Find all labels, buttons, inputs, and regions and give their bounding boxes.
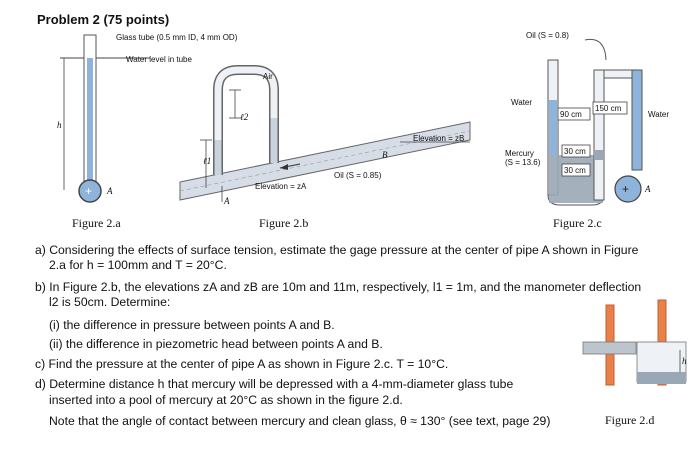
question-d-line-1: d) Determine distance h that mercury will be depressed with a 4-mm-diameter glass tube (35, 377, 514, 391)
question-b-line-1: b) In Figure 2.b, the elevations zA and zB are 10m and 11m, respectively, l1 = 1m, and the manometer deflection (35, 280, 642, 294)
fig2a-caption: Figure 2.a (72, 216, 121, 230)
fig2d-caption: Figure 2.d (605, 413, 655, 427)
fig2d-h-label: h (682, 356, 687, 366)
question-a-line-2: 2.a for h = 100mm and T = 20°C. (49, 258, 227, 272)
fig2c-dim-150cm: 150 cm (595, 104, 622, 113)
fig2c-dim-30cm-a: 30 cm (564, 147, 586, 156)
fig2b-elevation-a-label: Elevation = zA (255, 182, 307, 191)
fig2a-h-label: h (57, 120, 62, 130)
fig2c-water-left-label: Water (511, 98, 533, 107)
fig2b-elevation-b-label: Elevation = zB (413, 134, 465, 143)
question-c-line-1: c) Find the pressure at the center of pipe A as shown in Figure 2.c. T = 10°C. (35, 357, 449, 371)
fig2c-dim-90cm: 90 cm (560, 110, 582, 119)
fig2b-air-label: Air (263, 72, 273, 81)
fig2b-point-a-label: A (224, 196, 230, 206)
fig2b-point-b-label: B (382, 150, 388, 160)
problem-title: Problem 2 (75 points) (37, 12, 170, 27)
fig2c-oil-label: Oil (S = 0.8) (526, 31, 569, 40)
question-d-line-2: inserted into a pool of mercury at 20°C as shown in the figure 2.d. (49, 393, 403, 407)
fig2c-dim-30cm-b: 30 cm (564, 166, 586, 175)
fig2a-water-level-label: Water level in tube (126, 55, 192, 64)
question-b-ii: (ii) the difference in piezometric head between points A and B. (49, 337, 383, 351)
fig2b-l2-label: ℓ2 (240, 112, 249, 122)
fig2a-plus-icon: + (85, 184, 93, 198)
question-b-i: (i) the difference in pressure between points A and B. (49, 318, 335, 332)
question-a-line-1: a) Considering the effects of surface tension, estimate the gage pressure at the center of pipe A shown in Figure (35, 243, 639, 257)
fig2d-mercury-pool-left (583, 342, 636, 354)
fig2c-point-a-label: A (645, 184, 651, 194)
fig2a-glass-tube-label: Glass tube (0.5 mm ID, 4 mm OD) (116, 33, 238, 42)
question-b-line-2: l2 is 50cm. Determine: (49, 295, 171, 309)
fig2c-water-right-label: Water (648, 110, 670, 119)
question-d-line-3: Note that the angle of contact between mercury and clean glass, θ ≈ 130° (see text, page 29) (49, 414, 551, 428)
fig2b-l1-label: ℓ1 (203, 156, 212, 166)
fig2c-mercury-label: Mercury (505, 149, 534, 158)
fig2b-oil-label: Oil (S = 0.85) (334, 171, 382, 180)
fig2b-caption: Figure 2.b (259, 216, 309, 230)
fig2a-point-a-label: A (107, 186, 113, 196)
fig2c-plus-icon: + (622, 182, 630, 196)
fig2c-caption: Figure 2.c (553, 216, 602, 230)
fig2c-mercury-s-label: (S = 13.6) (505, 158, 541, 167)
